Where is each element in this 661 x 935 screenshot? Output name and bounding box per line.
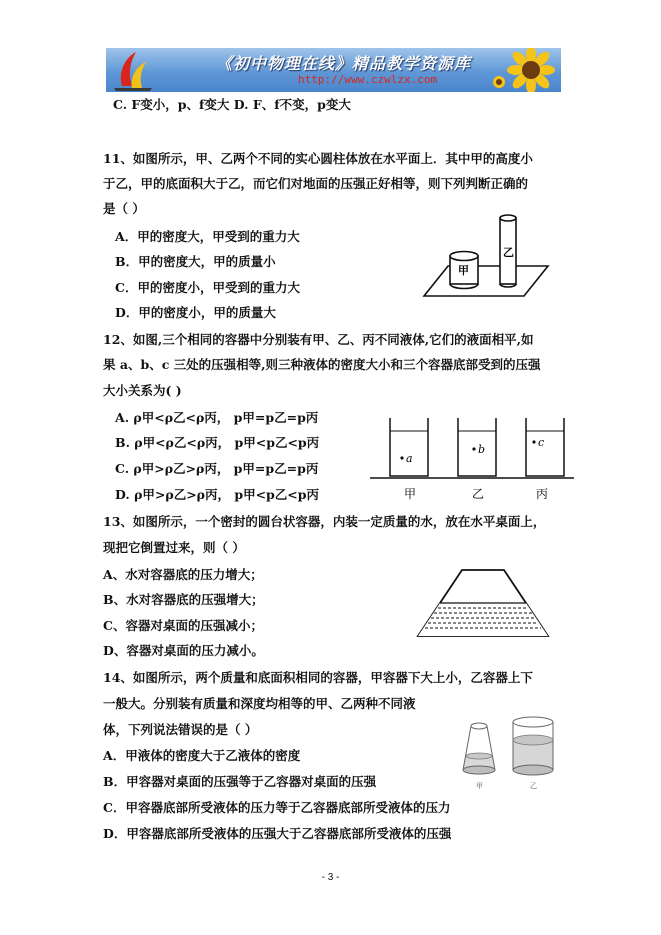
- point-b-label: b: [478, 443, 486, 456]
- q11-option-b: B．甲的密度大，甲的质量小: [115, 254, 276, 269]
- header-banner: [106, 48, 561, 92]
- q12-stem-line-2: 果 a、b、c 三处的压强相等,则三种液体的密度大小和三个容器底部受到的压强: [103, 357, 541, 372]
- q14-stem-line-2: 一般大。分别装有质量和深度均相等的甲、乙两种不同液: [103, 696, 416, 711]
- fig12-label-jia: 甲: [404, 487, 417, 501]
- container-jia: [390, 418, 428, 476]
- q12-option-b: B. ρ甲<ρ乙<ρ丙， p甲<p乙<p丙: [115, 435, 320, 450]
- q11-option-d: D．甲的密度小，甲的质量大: [115, 305, 276, 320]
- container-yi-straight: [513, 717, 553, 775]
- fig14-label-jia: 甲: [476, 782, 483, 790]
- container-jia-tapered: [463, 723, 495, 774]
- q13-option-d: D、容器对桌面的压力减小。: [103, 643, 264, 658]
- page-number: - 3 -: [321, 872, 340, 883]
- q13-stem-line-2: 现把它倒置过来，则（ ）: [103, 540, 245, 555]
- q13-figure: [414, 566, 552, 640]
- sunflower-icon: [491, 48, 561, 92]
- q13-option-c: C、容器对桌面的压强减小；: [103, 618, 263, 633]
- q11-stem-line-1: 11、如图所示，甲、乙两个不同的实心圆柱体放在水平面上．其中甲的高度小: [103, 151, 533, 166]
- q11-stem-line-2: 于乙，甲的底面积大于乙，而它们对地面的压强正好相等，则下列判断正确的: [103, 176, 529, 191]
- q11-figure: [420, 208, 550, 300]
- point-c-label: c: [538, 436, 545, 449]
- fig14-label-yi: 乙: [530, 782, 537, 790]
- q10-options-cd: C. F变小，p、f变大 D. F、f不变，p变大: [113, 97, 351, 112]
- banner-title: 《初中物理在线》精品教学资源库: [216, 54, 472, 73]
- container-bing: [526, 418, 564, 476]
- q12-stem-line-3: 大小关系为( ): [103, 383, 182, 398]
- fig11-label-jia: 甲: [458, 264, 469, 277]
- q14-stem-line-1: 14、如图所示，两个质量和底面积相同的容器，甲容器下大上小，乙容器上下: [103, 670, 533, 685]
- q14-option-b: B．甲容器对桌面的压强等于乙容器对桌面的压强: [103, 774, 377, 789]
- fig11-label-yi: 乙: [503, 246, 514, 259]
- q11-option-a: A．甲的密度大，甲受到的重力大: [115, 229, 300, 244]
- q11-stem-line-3: 是（ ）: [103, 201, 145, 216]
- q13-stem-line-1: 13、如图所示，一个密封的圆台状容器，内装一定质量的水，放在水平桌面上，: [103, 514, 546, 529]
- q13-option-b: B、水对容器底的压强增大；: [103, 592, 264, 607]
- q14-stem-line-3: 体，下列说法错误的是（ ）: [103, 722, 258, 737]
- q14-option-a: A．甲液体的密度大于乙液体的密度: [103, 748, 301, 763]
- q12-stem-line-1: 12、如图,三个相同的容器中分别装有甲、乙、丙不同液体,它们的液面相平,如: [103, 332, 534, 347]
- site-logo-icon: [108, 48, 158, 92]
- fig12-label-yi: 乙: [472, 487, 485, 501]
- q14-option-d: D．甲容器底部所受液体的压强大于乙容器底部所受液体的压强: [103, 826, 452, 841]
- fig12-label-bing: 丙: [536, 487, 549, 501]
- q13-option-a: A、水对容器底的压力增大；: [103, 567, 263, 582]
- q12-option-a: A. ρ甲<ρ乙<ρ丙， p甲=p乙=p丙: [115, 410, 319, 425]
- q12-option-d: D. ρ甲>ρ乙>ρ丙， p甲<p乙<p丙: [115, 487, 320, 502]
- container-yi: [458, 418, 496, 476]
- q12-option-c: C. ρ甲>ρ乙>ρ丙， p甲=p乙=p丙: [115, 461, 319, 476]
- point-a-label: a: [406, 452, 413, 465]
- q11-option-c: C．甲的密度小，甲受到的重力大: [115, 280, 300, 295]
- banner-url[interactable]: http://www.czwlzx.com: [298, 73, 438, 86]
- q14-option-c: C．甲容器底部所受液体的压力等于乙容器底部所受液体的压力: [103, 800, 451, 815]
- q14-figure: [455, 712, 567, 796]
- q12-figure: [368, 412, 576, 504]
